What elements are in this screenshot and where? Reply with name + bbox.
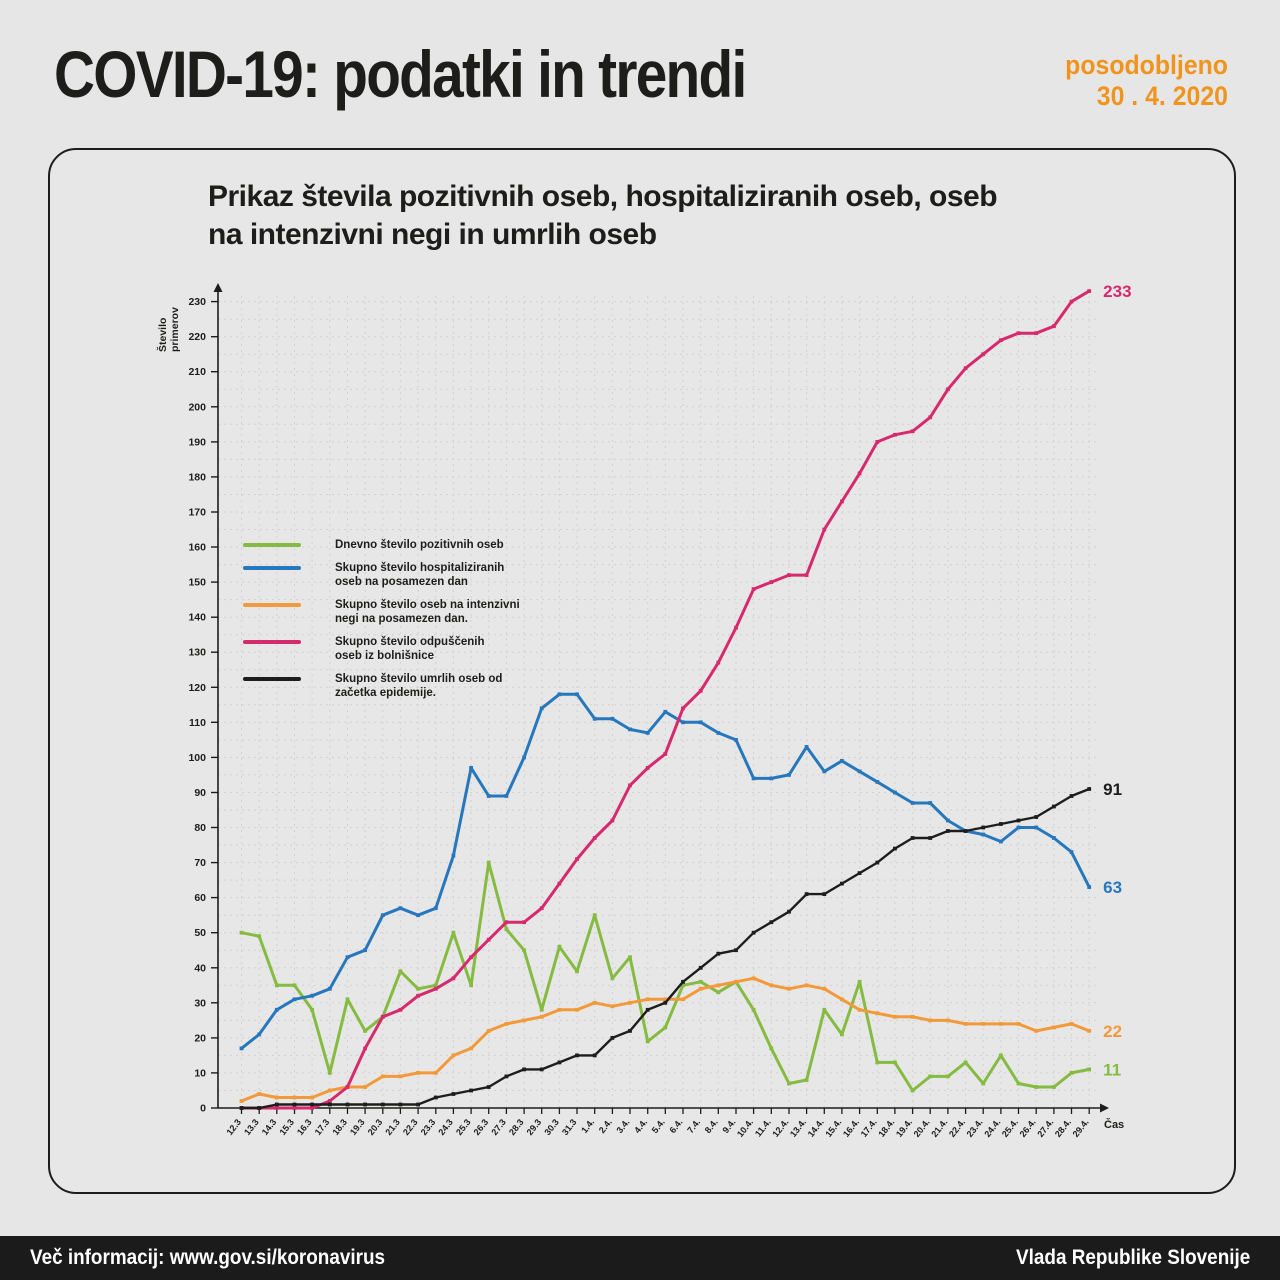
svg-text:110: 110 [189,716,206,729]
page-title: COVID-19: podatki in trendi [54,37,746,111]
svg-text:150: 150 [188,576,206,589]
svg-text:20.4.: 20.4. [911,1117,932,1140]
svg-text:25.4.: 25.4. [999,1117,1021,1140]
legend-label: Skupno število umrlih oseb od začetka epidemije. [335,673,503,699]
svg-text:29.4.: 29.4. [1070,1117,1091,1140]
svg-text:11: 11 [1103,1060,1122,1080]
svg-text:17.4.: 17.4. [858,1117,879,1140]
svg-text:210: 210 [188,366,206,379]
svg-text:200: 200 [188,401,206,414]
svg-text:220: 220 [188,331,206,344]
svg-text:60: 60 [194,892,206,905]
svg-text:Številoprimerov: Številoprimerov [157,307,181,352]
svg-text:5.4.: 5.4. [649,1117,667,1136]
svg-text:18.3: 18.3 [330,1117,350,1138]
svg-text:14.4.: 14.4. [805,1117,826,1140]
svg-text:22.3: 22.3 [401,1117,420,1138]
svg-text:21.3: 21.3 [383,1117,402,1138]
svg-text:24.3: 24.3 [436,1117,455,1138]
legend-swatch [243,543,301,547]
svg-text:21.4.: 21.4. [929,1117,950,1140]
svg-text:90: 90 [194,787,206,799]
svg-text:18.4.: 18.4. [876,1117,897,1140]
svg-text:40: 40 [194,962,206,975]
svg-text:1.4.: 1.4. [579,1117,597,1136]
svg-text:13.4.: 13.4. [787,1117,809,1140]
svg-text:20: 20 [194,1032,206,1045]
svg-text:140: 140 [188,611,206,624]
svg-text:190: 190 [188,436,206,449]
svg-text:30: 30 [194,997,206,1010]
svg-text:13.3: 13.3 [242,1117,261,1138]
svg-text:10.4.: 10.4. [734,1117,756,1140]
chart-legend [243,538,520,700]
legend-label: Dnevno število pozitivnih oseb [335,539,504,551]
svg-text:28.4.: 28.4. [1052,1117,1074,1140]
svg-text:22: 22 [1103,1021,1123,1041]
svg-text:91: 91 [1103,780,1123,799]
svg-text:10: 10 [194,1067,206,1080]
svg-text:16.3: 16.3 [295,1117,314,1138]
footer-government-label: Vlada Republike Slovenije [1015,1246,1250,1269]
legend-item [243,538,520,552]
footer-info-link[interactable]: Več informacij: www.gov.si/koronavirus [30,1246,386,1269]
svg-text:15.4.: 15.4. [823,1117,844,1140]
legend-swatch [243,640,301,644]
svg-text:Čas: Čas [1104,1119,1125,1131]
svg-text:14.3: 14.3 [259,1117,279,1138]
svg-text:31.3: 31.3 [559,1117,579,1138]
svg-text:2.4.: 2.4. [596,1117,614,1136]
svg-text:6.4.: 6.4. [667,1117,685,1136]
legend-label: Skupno število oseb na intenzivni negi na posamezen dan. [335,599,520,625]
svg-text:4.4.: 4.4. [632,1117,650,1136]
legend-swatch [243,677,301,681]
legend-swatch [243,566,301,570]
svg-text:29.3: 29.3 [524,1117,544,1138]
legend-swatch [243,603,301,607]
svg-text:22.4.: 22.4. [946,1117,968,1140]
svg-text:27.4.: 27.4. [1035,1117,1056,1140]
svg-text:50: 50 [194,927,206,940]
svg-text:0: 0 [200,1102,206,1115]
svg-text:160: 160 [188,541,206,554]
svg-text:24.4.: 24.4. [982,1117,1003,1140]
svg-text:28.3: 28.3 [507,1117,526,1138]
legend-item [243,672,520,700]
svg-text:27.3: 27.3 [489,1117,508,1138]
svg-text:17.3: 17.3 [312,1117,332,1138]
svg-text:12.4.: 12.4. [770,1117,791,1140]
chart-title-line1: Prikaz števila pozitivnih oseb, hospitaliziranih oseb, oseb [208,180,998,213]
svg-text:26.4.: 26.4. [1017,1117,1038,1140]
svg-text:19.3: 19.3 [348,1117,367,1138]
svg-text:23.4.: 23.4. [964,1117,985,1140]
legend-label: Skupno število hospitaliziranih oseb na posamezen dan [335,562,505,588]
svg-text:63: 63 [1103,878,1123,898]
svg-text:8.4.: 8.4. [702,1117,720,1136]
svg-text:30.3: 30.3 [542,1117,561,1138]
svg-text:170: 170 [188,506,206,519]
svg-text:7.4.: 7.4. [685,1117,703,1136]
svg-text:233: 233 [1103,282,1132,302]
footer-bar [0,1236,1280,1280]
svg-text:3.4.: 3.4. [614,1117,632,1136]
svg-text:25.3: 25.3 [454,1117,473,1138]
updated-date: 30 . 4. 2020 [1096,81,1228,111]
legend-item [243,598,520,626]
svg-text:130: 130 [188,646,206,659]
legend-item [243,561,520,589]
legend-label: Skupno število odpuščenih oseb iz bolnišnice [335,636,485,662]
svg-text:11.4.: 11.4. [752,1117,773,1139]
svg-text:15.3: 15.3 [277,1117,297,1138]
svg-text:12.3: 12.3 [224,1117,244,1138]
svg-text:180: 180 [188,471,206,484]
updated-label: posodobljeno [1065,50,1228,80]
svg-text:20.3: 20.3 [365,1117,385,1138]
svg-text:23.3: 23.3 [418,1117,438,1138]
svg-text:9.4.: 9.4. [720,1117,738,1136]
svg-text:100: 100 [188,751,206,764]
svg-text:16.4.: 16.4. [840,1117,862,1140]
svg-text:80: 80 [194,822,206,834]
svg-text:230: 230 [188,296,206,309]
legend-item [243,635,520,663]
chart-title-line2: na intenzivni negi in umrlih oseb [208,218,657,251]
svg-text:19.4.: 19.4. [893,1117,915,1140]
svg-text:70: 70 [194,857,206,870]
svg-text:120: 120 [188,681,206,694]
svg-text:26.3: 26.3 [471,1117,491,1138]
